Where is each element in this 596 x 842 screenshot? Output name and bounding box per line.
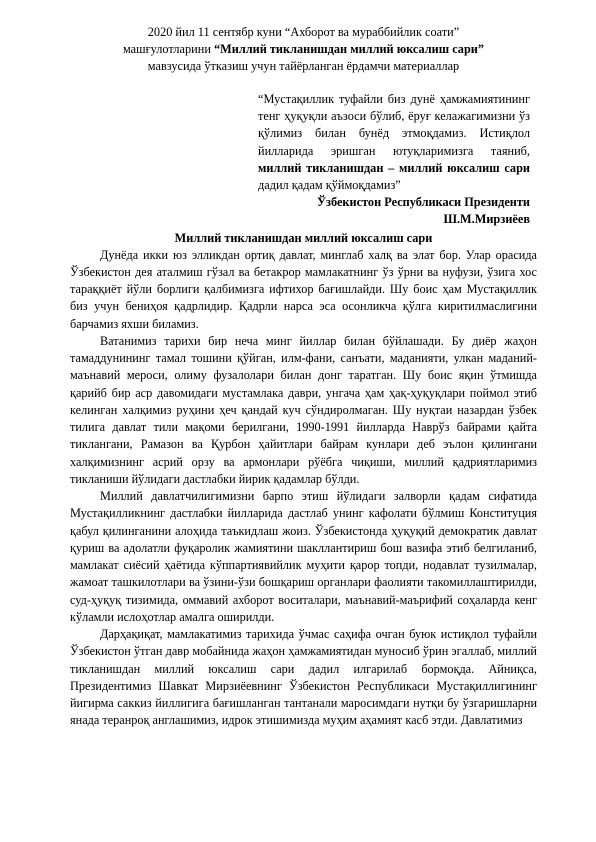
paragraph-2: Ватанимиз тарихи бир неча минг йиллар билан бўйлашади. Бу диёр жаҳон тамаддунининг тамал тошини қўйган, илм-фани, санъати, маданияти, улкан маданий-маънавий мероси, олиму фузалолари билан донг таратган. Шу боис яқин ўтмишда қарийб бир аср давомидаги мустамлака даври, унгача ҳам ҳақ-ҳуқуқлари поймол этиб келинган халқимиз руҳини ҳеч қандай куч сўндиролмаган. Шу нуқтаи назардан ўзбек тилига давлат тили мақоми берилгани, 1990-1991 йилларда Наврўз байрами қайта тиклангани, Рамазон ва Қурбон ҳайитлари байрам кунлари деб эълон қилингани халқимизнинг асрий орзу ва армонлари рўёбга чиқиши, миллий қадриятларимиз тикланиши йўлидаги дастлабки йирик қадамлар бўлди. <box>70 333 537 486</box>
epigraph-bold-phrase: миллий тикланишдан – миллий юксалиш сари <box>258 160 530 175</box>
body-text <box>70 247 537 730</box>
section-title: Миллий тикланишдан миллий юксалиш сари <box>174 230 433 245</box>
paragraph-4: Дарҳақиқат, мамлакатимиз тарихида ўчмас саҳифа очган буюк истиқлол туфайли Ўзбекистон ўтган давр мобайнида жаҳон ҳамжамиятидан муносиб ўрин эгаллаб, миллий тикланишдан миллий юксалиш сари дадил илгарилаб бормоқда. Айниқса, Президентимиз Шавкат Мирзиёевнинг Ўзбекистон Республикаси Мустақиллигининг йигирма саккиз йиллигига бағишланган тантанали маросимдаги нутқи бу ўзгаришларни янада теранроқ англашимиз, идрок этишимизда муҳим аҳамият касб этди. Давлатимиз <box>70 627 537 728</box>
epigraph-text-part-1: “Мустақиллик туфайли биз дунё ҳамжамиятининг тенг ҳуқуқли аъзоси бўлиб, ёруғ келажагимизни ўз қўлимиз билан бунёд этмоқдамиз. Истиқлол йилларида эришган ютуқларимизга таяниб, <box>258 92 530 158</box>
paragraph-3: Миллий давлатчилигимизни барпо этиш йўлидаги залворли қадам сифатида Мустақилликнинг дастлабки йилларида дастлаб унинг кафолати бўлмиш Конституция қабул қилинганини алоҳида таъкидлаш жоиз. Ўзбекистонда ҳуқуқий демократик давлат қуриш ва адолатли фуқаролик жамиятини шакллантириш бош вазифа этиб белгиланиб, мамлакат сиёсий ҳаётида кўппартиявийлик муҳити қарор топди, нодавлат тузилмалар, жамоат ташкилотлари ва ўзини-ўзи бошқариш органлари фаолияти такомиллаштирилди, суд-ҳуқуқ тизимида, оммавий ахборот воситалари, маънавий-маърифий соҳаларда кенг кўламли ислоҳотлар амалга оширилди. <box>70 489 537 624</box>
epigraph-text-part-2: дадил қадам қўймоқдамиз” <box>258 178 401 193</box>
header-line-1: 2020 йил 11 сентябр куни “Ахборот ва мураббийлик соати” <box>147 25 460 39</box>
header-line-2-prefix: машғулотларини <box>122 42 214 56</box>
attribution-name: Ш.М.Мирзиёев <box>443 212 530 227</box>
paragraph-1: Дунёда икки юз элликдан ортиқ давлат, минглаб халқ ва элат бор. Улар орасида Ўзбекистон дея аталмиш гўзал ва бетакрор мамлакатнинг ўз ўрни ва нуфузи, ўзига хос тараққиёт йўли борлиги қалбимизга ифтихор бағишлайди. Шу боис ҳам Мустақиллик биз учун бениҳоя қадрлидир. Қадрли нарса эса осонликча қўлга киритилмаслигини барчамиз яхши биламиз. <box>70 247 537 331</box>
header-topic-title: “Миллий тикланишдан миллий юксалиш сари” <box>213 42 485 56</box>
document-header <box>70 24 537 75</box>
header-line-2 <box>70 41 537 58</box>
epigraph-quote <box>258 91 530 194</box>
header-line-3: мавзусида ўтказиш учун тайёрланган ёрдамчи материаллар <box>147 59 460 73</box>
epigraph-attribution <box>70 194 530 228</box>
attribution-title: Ўзбекистон Республикаси Президенти <box>317 195 530 210</box>
